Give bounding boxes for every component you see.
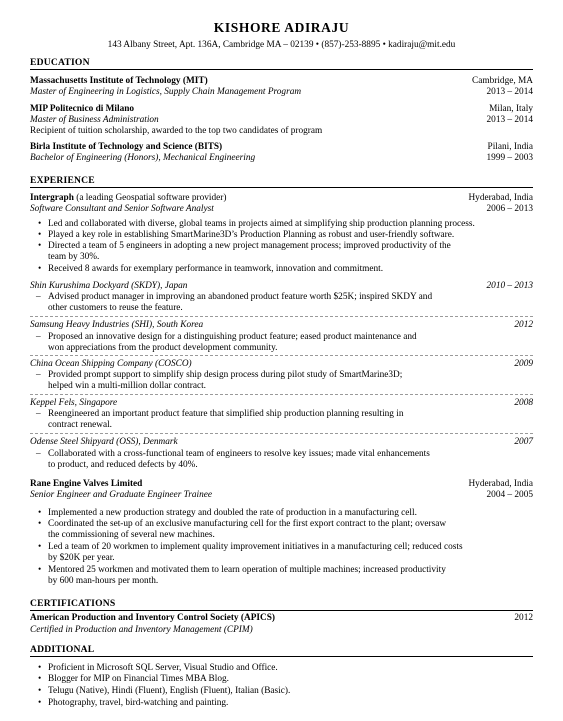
degree: Master of Engineering in Logistics, Supply Chain Management Program [30,87,302,97]
dash-icon: – [36,449,41,459]
client-name: Odense Steel Shipyard (OSS), Denmark [30,437,178,447]
client-year: 2009 [514,359,533,369]
bullet-text: Directed a team of 5 engineers in adopting a new project management process; improved productivity of the [48,241,451,251]
bullet-icon: • [38,663,42,673]
job-intergraph [30,193,533,204]
section-heading-education: EDUCATION [30,57,90,68]
certification-org: American Production and Inventory Control Society (APICS) [30,613,275,623]
job-title: Software Consultant and Senior Software Analyst [30,204,214,214]
client-oss [30,437,533,448]
client-detail-continued: contract renewal. [48,420,113,430]
client-shi [30,320,533,331]
school-location: Pilani, India [487,142,533,152]
bullet-text: Blogger for MIP on Financial Times MBA Blog. [48,674,229,684]
bullet-text: Coordinated the set-up of an exclusive manufacturing cell for the first export contract to the plant; oversaw [48,519,447,529]
company-description: (a leading Geospatial software provider) [73,193,227,203]
dash-icon: – [36,370,41,380]
bullet-text: Proficient in Microsoft SQL Server, Visual Studio and Office. [48,663,278,673]
client-skdy [30,281,533,292]
bullet-icon: • [38,230,42,240]
client-separator [30,394,533,395]
client-year: 2008 [514,398,533,408]
job-title-row [30,490,533,501]
bullet-text: Played a key role in establishing SmartMarine3D’s Production Planning as robust and user-friendly software. [48,230,455,240]
client-name: Keppel Fels, Singapore [30,398,118,408]
client-detail: Provided prompt support to simplify ship design process during pilot study of SmartMarine3D; [48,370,403,380]
section-heading-certifications: CERTIFICATIONS [30,598,116,609]
scholarship-note: Recipient of tuition scholarship, awarded to the top two candidates of program [30,126,323,136]
education-entry-bits [30,142,533,153]
section-heading-additional: ADDITIONAL [30,644,95,655]
bullet-icon: • [38,686,42,696]
client-detail: Reengineered an important product feature that simplified ship production planning resulting in [48,409,404,419]
certification-year: 2012 [514,613,533,623]
certification-entry [30,613,533,624]
client-year: 2010 – 2013 [486,281,533,291]
client-cosco [30,359,533,370]
client-name: Samsung Heavy Industries (SHI), South Korea [30,320,204,330]
client-detail-continued: helped win a multi-million dollar contract. [48,381,207,391]
bullet-icon: • [38,508,42,518]
client-separator [30,355,533,356]
client-year: 2007 [514,437,533,447]
bullet-text: Telugu (Native), Hindi (Fluent), English (Fluent), Italian (Basic). [48,686,291,696]
school-name: MIP Politecnico di Milano [30,104,135,114]
client-year: 2012 [514,320,533,330]
job-title-row [30,204,533,215]
education-detail-mit [30,87,533,98]
bullet-text-continued: team by 30%. [48,252,100,262]
client-detail: Collaborated with a cross-functional team of engineers to resolve key issues; made vital enhancements [48,449,430,459]
company-name: Rane Engine Valves Limited [30,479,143,489]
bullet-text: Received 8 awards for exemplary performance in teamwork, innovation and commitment. [48,264,384,274]
company-name: Intergraph [30,193,74,203]
section-divider [30,656,533,657]
section-divider [30,187,533,188]
company-line [30,193,226,204]
bullet-text: Photography, travel, bird-watching and painting. [48,698,229,708]
bullet-text: Led a team of 20 workmen to implement quality improvement initiatives in a manufacturing cell; reduced costs [48,542,463,552]
education-entry-mit [30,76,533,87]
bullet-icon: • [38,264,42,274]
job-dates: 2004 – 2005 [486,490,533,500]
candidate-name: KISHORE ADIRAJU [213,20,350,35]
bullet-text-continued: by $20K per year. [48,553,115,563]
bullet-icon: • [38,519,42,529]
contact-line: 143 Albany Street, Apt. 136A, Cambridge MA – 02139 • (857)-253-8895 • kadiraju@mit.edu [107,40,456,50]
degree: Master of Business Administration [30,115,159,125]
degree: Bachelor of Engineering (Honors), Mechanical Engineering [30,153,256,163]
degree-dates: 2013 – 2014 [486,115,533,125]
degree-dates: 1999 – 2003 [486,153,533,163]
client-separator [30,433,533,434]
dash-icon: – [36,292,41,302]
bullet-icon: • [38,674,42,684]
job-location: Hyderabad, India [468,193,533,203]
client-name: Shin Kurushima Dockyard (SKDY), Japan [30,281,188,291]
school-location: Milan, Italy [489,104,533,114]
client-name: China Ocean Shipping Company (COSCO) [30,359,192,369]
job-dates: 2006 – 2013 [486,204,533,214]
dash-icon: – [36,332,41,342]
bullet-text-continued: by 600 man-hours per month. [48,576,159,586]
bullet-icon: • [38,241,42,251]
client-separator [30,316,533,317]
certification-name: Certified in Production and Inventory Management (CPIM) [30,625,253,635]
client-keppel [30,398,533,409]
school-name: Massachusetts Institute of Technology (MIT) [30,76,208,86]
section-divider [30,610,533,611]
bullet-text-continued: the commissioning of several new machines. [48,530,215,540]
section-heading-experience: EXPERIENCE [30,175,95,186]
job-location: Hyderabad, India [468,479,533,489]
bullet-text: Implemented a new production strategy and doubled the rate of production in a manufacturing cell. [48,508,417,518]
client-detail-continued: won appreciations from the product development community. [48,343,278,353]
education-detail-bits [30,153,533,164]
job-title: Senior Engineer and Graduate Engineer Trainee [30,490,213,500]
degree-dates: 2013 – 2014 [486,87,533,97]
bullet-icon: • [38,565,42,575]
section-divider [30,69,533,70]
job-rane [30,479,533,490]
client-detail-continued: other customers to reuse the feature. [48,303,183,313]
bullet-icon: • [38,698,42,708]
school-name: Birla Institute of Technology and Science (BITS) [30,142,223,152]
client-detail: Proposed an innovative design for a distinguishing product feature; eased product maintenance and [48,332,417,342]
school-location: Cambridge, MA [472,76,533,86]
bullet-text: Led and collaborated with diverse, global teams in projects aimed at simplifying ship production planning process. [48,219,475,229]
client-detail: Advised product manager in improving an abandoned product feature worth $25K; inspired SKDY and [48,292,433,302]
dash-icon: – [36,409,41,419]
education-entry-mip [30,104,533,115]
client-detail-continued: to product, and reduced defects by 40%. [48,460,198,470]
bullet-icon: • [38,542,42,552]
bullet-text: Mentored 25 workmen and motivated them to learn operation of multiple machines; increased productivity [48,565,446,575]
education-detail-mip [30,115,533,126]
bullet-icon: • [38,219,42,229]
